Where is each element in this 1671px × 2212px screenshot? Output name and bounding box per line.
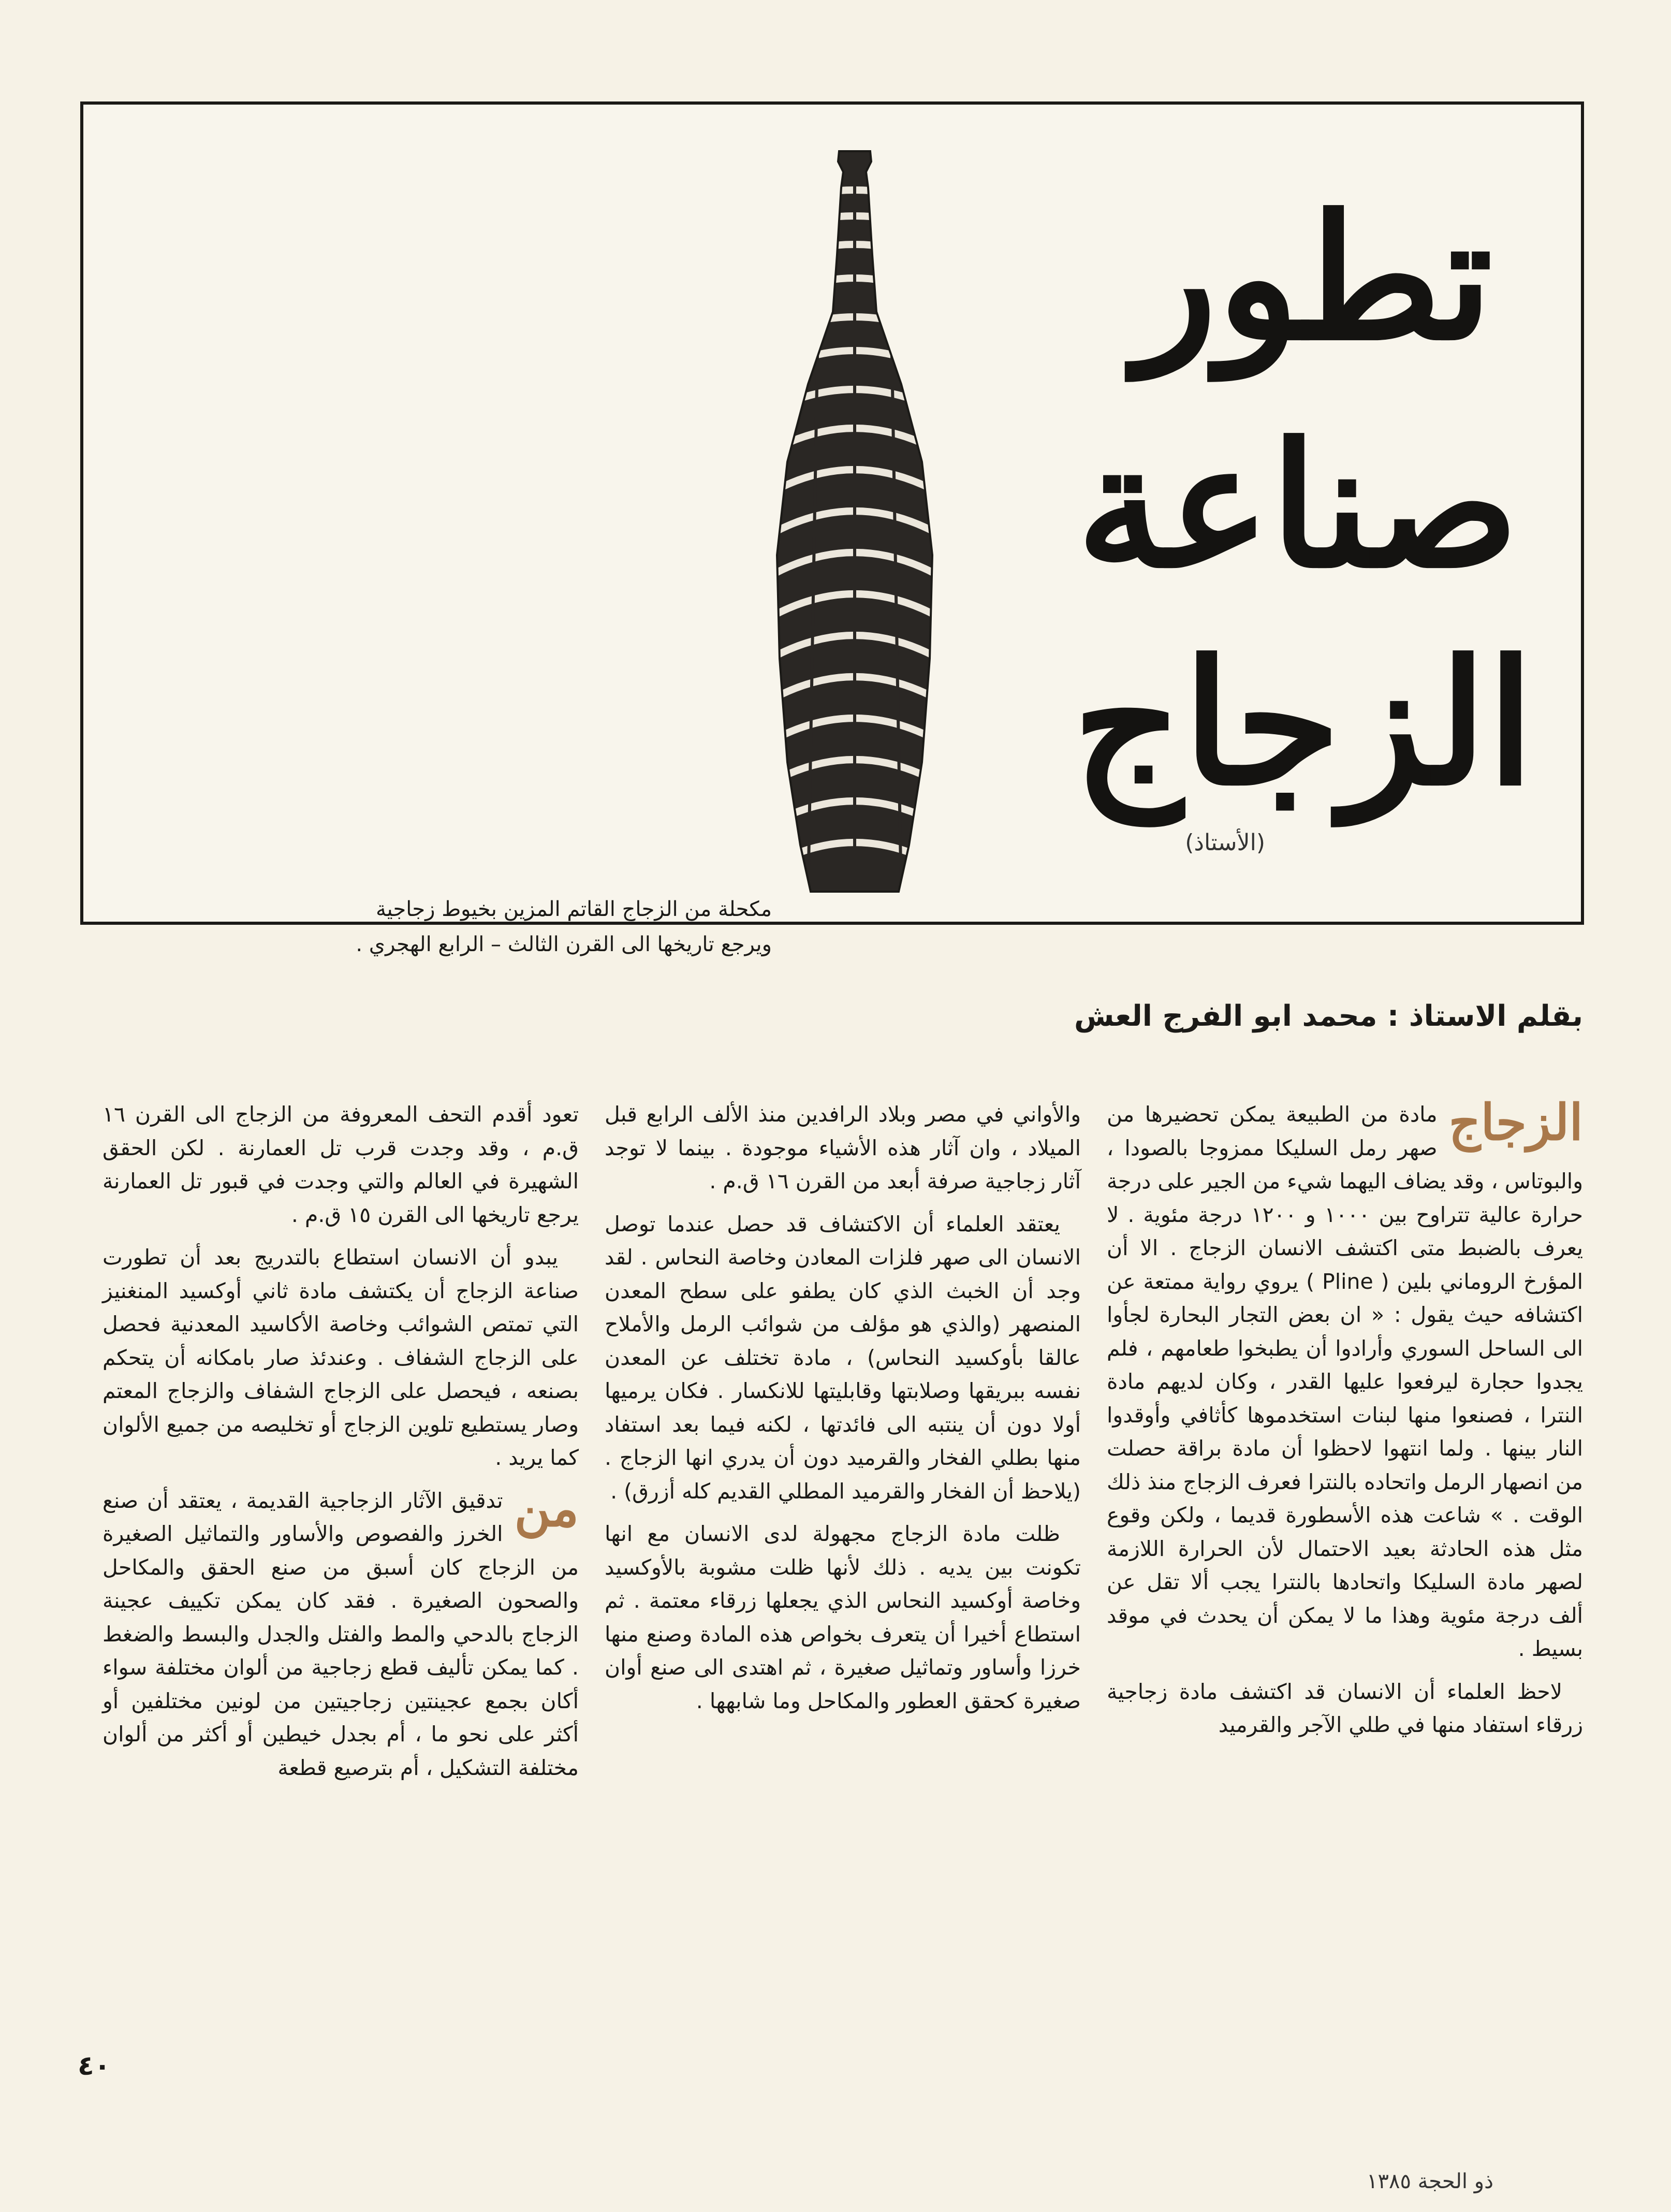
paragraph: يعتقد العلماء أن الاكتشاف قد حصل عندما توصل الانسان الى صهر فلزات المعادن وخاصة النحاس . لقد وجد أن الخبث الذي كان يطفو على سطح المعدن المنصهر (والذي هو مؤلف من شوائب الرمل والأملاح عالقا بأوكسيد النحاس) ، مادة تختلف عن المعدن نفسه ببريقها وصلابتها وقابليتها للانكسار . فكان يرميها أولا دون أن ينتبه الى فائدتها ، لكنه فيما بعد استفاد منها بطلي الفخار والقرميد دون أن يدري انها الزجاج . (يلاحظ أن الفخار والقرميد المطلي القديم كله أزرق) . xyxy=(605,1211,1081,1504)
image-caption xyxy=(254,892,772,962)
paragraph-text: تدقيق الآثار الزجاجية القديمة ، يعتقد أن صنع الخرز والفصوص والأساور والتماثيل الصغيرة من الزجاج كان أسبق من صنع الحقق والمكاحل والصحون الصغيرة . فقد كان يمكن تكييف عجينة الزجاج بالدحي والمط والفتل والجدل والبسط والضغط . كما يمكن تأليف قطع زجاجية من ألوان مختلفة سواء أكان بجمع عجينتين زجاجيتين من لونين مختلفين أو أكثر على نحو ما ، أم بجدل خيطين أو أكثر من ألوان مختلفة التشكيل ، أم بترصيع قطعة xyxy=(102,1488,579,1780)
paragraph: ظلت مادة الزجاج مجهولة لدى الانسان مع انها تكونت بين يديه . ذلك لأنها ظلت مشوبة بالأوكسيد وخاصة أوكسيد النحاس الذي يجعلها زرقاء معتمة . ثم استطاع أخيرا أن يتعرف بخواص هذه المادة وصنع منها خرزا وأساور وتماثيل صغيرة ، ثم اهتدى الى صنع أوان صغيرة كحقق العطور والمكاحل وما شابهها . xyxy=(605,1521,1081,1713)
glass-vase-image xyxy=(746,141,963,907)
text-column-left xyxy=(102,1098,579,1794)
drop-word: الزجاج xyxy=(1448,1093,1583,1152)
text-column-right xyxy=(1107,1093,1584,1751)
drop-word: من xyxy=(514,1479,579,1538)
caption-line-2: ويرجع تاريخها الى القرن الثالث – الرابع الهجري . xyxy=(356,933,772,956)
page-number: ٤٠ xyxy=(78,2050,111,2082)
paragraph xyxy=(102,1479,579,1785)
caption-line-1: مكحلة من الزجاج القاتم المزين بخيوط زجاجية xyxy=(376,897,772,921)
title-word-1: تطور xyxy=(1134,177,1493,378)
paragraph: والأواني في مصر وبلاد الرافدين منذ الألف الرابع قبل الميلاد ، وان آثار هذه الأشياء موجودة . بينما لا توجد آثار زجاجية صرفة أبعد من القرن ١٦ ق.م . xyxy=(605,1102,1081,1194)
paragraph: تعود أقدم التحف المعروفة من الزجاج الى القرن ١٦ ق.م ، وقد وجدت قرب تل العمارنة . لكن الحقق الشهيرة في العالم والتي وجدت في قبور تل العمارنة يرجع تاريخها الى القرن ١٥ ق.م . xyxy=(102,1102,579,1227)
header-frame xyxy=(80,101,1584,956)
title-word-2: صناعة xyxy=(1076,405,1519,606)
footer-date: ذو الحجة ١٣٨٥ xyxy=(1367,2170,1493,2193)
paragraph xyxy=(1107,1093,1584,1666)
title-word-3: الزجاج xyxy=(1073,622,1534,823)
paragraph: لاحظ العلماء أن الانسان قد اكتشف مادة زجاجية زرقاء استفاد منها في طلي الآجر والقرميد xyxy=(1107,1679,1583,1737)
paragraph: يبدو أن الانسان استطاع بالتدريج بعد أن تطورت صناعة الزجاج أن يكتشف مادة ثاني أوكسيد المنغنيز التي تمتص الشوائب وخاصة الأكاسيد المعدنية فحصل على الزجاج الشفاف . وعندئذ صار بامكانه أن يتحكم بصنعه ، فيحصل على الزجاج الشفاف والزجاج المعتم وصار يستطيع تلوين الزجاج أو تخليصه من جميع الألوان كما يريد . xyxy=(102,1245,579,1470)
paragraph-text: مادة من الطبيعة يمكن تحضيرها من صهر رمل السليكا ممزوجا بالصودا ، والبوتاس ، وقد يضاف اليهما شيء من الجير على درجة حرارة عالية تتراوح بين ١٠٠٠ و ١٢٠٠ درجة مئوية . لا يعرف بالضبط متى اكتشف الانسان الزجاج . الا أن المؤرخ الروماني بلين ( Pline ) يروي رواية ممتعة عن اكتشافه حيث يقول : « ان بعض التجار البحارة لجأوا الى الساحل السوري وأرادوا أن يطبخوا طعامهم ، فلم يجدوا حجارة ليرفعوا عليها القدر ، وكان لديهم مادة النترا ، فصنعوا منها لبنات استخدموها كأثافي وأوقدوا النار بينها . ولما انتهوا لاحظوا أن مادة براقة حصلت من انصهار الرمل واتحاده بالنترا فعرف الزجاج منذ ذلك الوقت . » شاعت هذه الأسطورة قديما ، ولكن وقوع مثل هذه الحادثة بعيد الاحتمال لأن الحرارة اللازمة لصهر مادة السليكا واتحادها بالنترا يجب ألا تقل عن ألف درجة مئوية وهذا ما لا يمكن أن يحدث في موقد بسيط . xyxy=(1107,1102,1584,1661)
calligrapher-signature: (الأستاذ) xyxy=(1185,830,1265,856)
author-byline: بقلم الاستاذ : محمد ابو الفرج العش xyxy=(1074,999,1583,1033)
text-column-middle xyxy=(605,1098,1081,1727)
